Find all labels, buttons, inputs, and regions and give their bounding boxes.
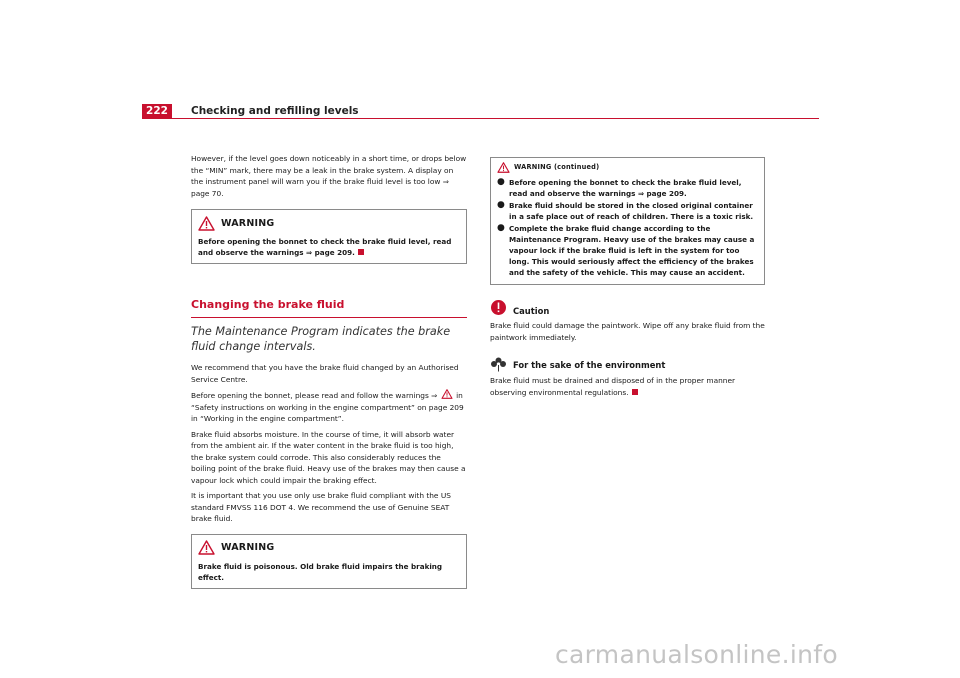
paragraph-moisture: Brake fluid absorbs moisture. In the course of time, it will absorb water from the ambient air. If the water content in the brake fluid is too high, the brake system could corrode. This also considerably reduces the boiling point of the brake fluid. Heavy use of the brakes may then cause a vapour lock which could impair the braking effect. [191,429,466,485]
warning-label: WARNING [221,217,275,229]
caution-text: Brake fluid could damage the paintwork. Wipe off any brake fluid from the paintwork immediately. [490,321,765,342]
warning-text: Before opening the bonnet to check the brake fluid level, read and observe the warnings ⇒ page 209. [198,237,452,257]
paragraph-service: We recommend that you have the brake fluid changed by an Authorised Service Centre. [191,363,459,384]
warning-header [497,161,758,173]
warning-bullet: ● Before opening the bonnet to check the brake fluid level, read and observe the warnings ⇒ page 209. [497,177,742,198]
running-title: Checking and refilling levels [191,105,359,117]
bullet-icon: ● [497,223,505,233]
warning-label: WARNING (continued) [514,162,600,171]
paragraph-warnings-ref: Before opening the bonnet, please read and follow the warnings ⇒ in “Safety instructions on working in the engine compartment” on page 209 in “Working in the engine compartment”. [191,391,464,423]
header-rule [142,118,819,119]
warning-triangle-icon [497,162,510,173]
end-marker-icon [632,389,638,395]
warning-triangle-icon [198,216,215,231]
warning-box-1 [191,209,467,264]
bullet-icon: ● [497,177,505,187]
warning-box-continued [490,157,765,285]
bullet-icon: ● [497,200,505,210]
warning-triangle-icon [198,540,215,555]
caution-header [490,297,765,317]
warning-label: WARNING [221,542,275,553]
paragraph-standard: It is important that you use only use brake fluid compliant with the US standard FMVSS 116 DOT 4. We recommend the use of Genuine SEAT brake fluid. [191,491,451,523]
warning-header [198,540,460,556]
warning-bullet: ● Complete the brake fluid change according to the Maintenance Program. Heavy use of the brakes may cause a vapour lock if the brake fluid is left in the system for too long. This would seriously affect the efficiency of the brakes and the safety of the vehicle. This may cause an accident. [497,223,755,277]
environment-label: For the sake of the environment [513,359,666,370]
warning-header [198,215,460,231]
left-column [191,153,467,589]
warning-text: Brake fluid is poisonous. Old brake fluid impairs the braking effect. [198,561,443,582]
end-marker-icon [358,249,364,255]
section-title: Changing the brake fluid [191,298,467,318]
environment-text: Brake fluid must be drained and disposed of in the proper manner observing environmental regulations. [490,376,736,397]
environment-flower-icon [490,357,507,372]
environment-header [490,357,765,372]
warning-bullet: ● Brake fluid should be stored in the closed original container in a safe place out of reach of children. There is a toxic risk. [497,200,754,221]
section-subtitle: The Maintenance Program indicates the brake fluid change intervals. [191,325,451,353]
caution-icon [490,299,507,316]
right-column [490,157,765,402]
page-number: 222 [142,104,172,118]
caution-label: Caution [513,306,550,316]
warning-triangle-icon [441,389,453,399]
intro-paragraph: However, if the level goes down noticeably in a short time, or drops below the “MIN” mark, there may be a leak in the brake system. A display on the instrument panel will warn you if the brake fluid level is too low ⇒ page 70. [191,154,467,198]
warning-box-2 [191,534,467,589]
watermark: carmanualsonline.info [555,640,838,669]
